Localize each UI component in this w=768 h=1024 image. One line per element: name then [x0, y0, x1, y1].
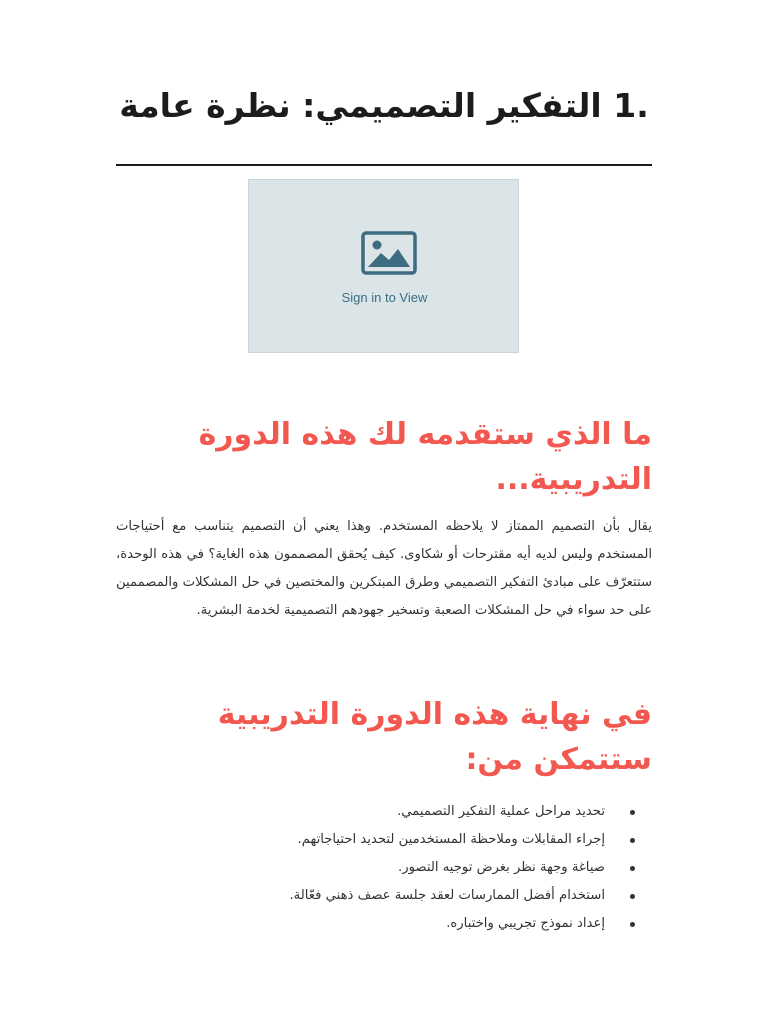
- intro-paragraph: يقال بأن التصميم الممتاز لا يلاحظه المستخدم. وهذا يعني أن التصميم يتناسب مع أحتياجات المستخدم وليس لديه أيه مقترحات أو شكاوى. كيف يُحقق المصممون هذه الغاية؟ في هذه الوحدة، ستتعرّف على مبادئ التفكير التصميمي وطرق المبتكرين والمختصين في حل المشكلات والمصممين على حد سواء في حل المشكلات الصعبة وتسخير جهودهم التصميمية لخدمة البشرية.: [116, 519, 652, 618]
- list-item: [116, 910, 652, 938]
- image-placeholder[interactable]: [248, 179, 519, 353]
- list-item: [116, 854, 652, 882]
- list-item-text: صياغة وجهة نظر بغرض توجيه التصور.: [398, 860, 605, 875]
- list-item: [116, 826, 652, 854]
- list-item-text: إجراء المقابلات وملاحظة المستخدمين لتحديد احتياجاتهم.: [297, 832, 605, 847]
- list-item: [116, 798, 652, 826]
- page-title: .1 التفكير التصميمي: نظرة عامة: [119, 86, 649, 125]
- bullet-icon: [630, 810, 635, 815]
- sign-in-to-view-label[interactable]: Sign in to View: [341, 290, 428, 305]
- bullet-icon: [630, 866, 635, 871]
- bullet-icon: [630, 838, 635, 843]
- list-item-text: استخدام أفضل الممارسات لعقد جلسة عصف ذهني فعّالة.: [289, 888, 605, 903]
- list-item-text: إعداد نموذج تجريبي واختباره.: [446, 916, 605, 931]
- learning-outcomes-list: [116, 798, 652, 938]
- section-heading-course-offers: ما الذي ستقدمه لك هذه الدورة التدريبية...: [198, 417, 652, 497]
- list-item-text: تحديد مراحل عملية التفكير التصميمي.: [397, 804, 605, 819]
- title-divider: [116, 164, 652, 166]
- bullet-icon: [630, 894, 635, 899]
- list-item: [116, 882, 652, 910]
- image-icon: [361, 231, 417, 275]
- section-heading-learning-outcomes: في نهاية هذه الدورة التدريبية ستتمكن من:: [217, 697, 652, 777]
- bullet-icon: [630, 922, 635, 927]
